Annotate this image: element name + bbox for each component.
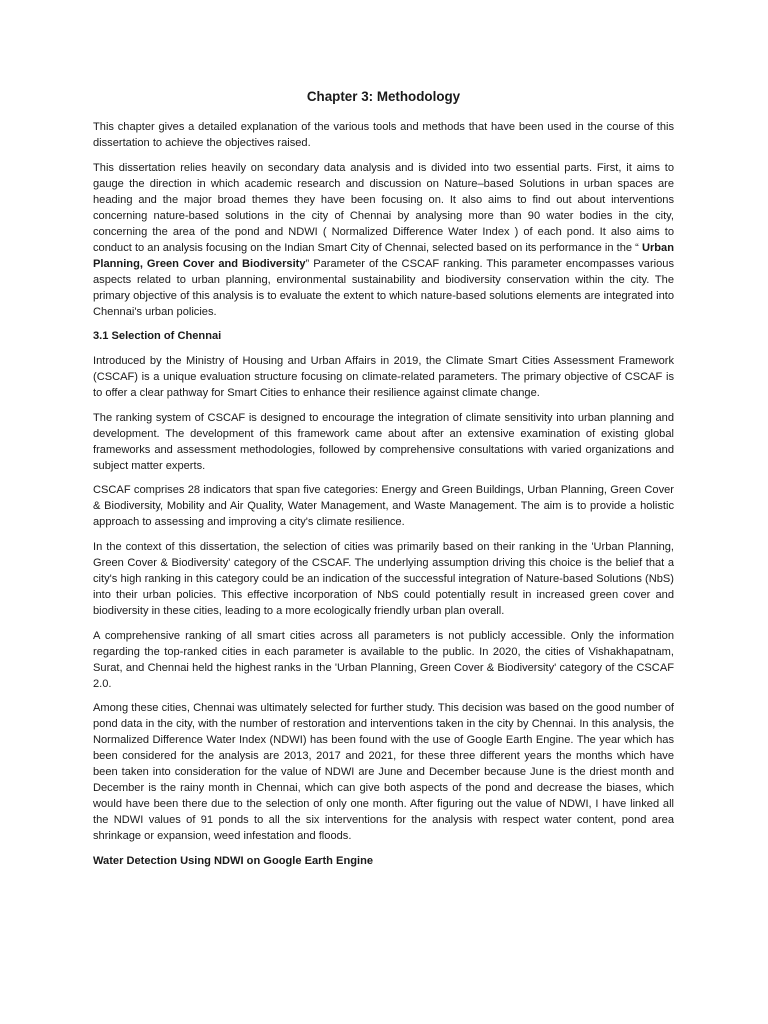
chennai-selection-paragraph: Among these cities, Chennai was ultimately selected for further study. This decision was based on the good number of pond data in the city, with the number of restoration and interventions taken in the city by Chennai. In this analysis, the Normalized Difference Water Index (NDWI) has been found with the use of Google Earth Engine. The year which has been considered for the analysis are 2013, 2017 and 2021, for these three different years the months which have been taken into consideration for the value of NDWI are June and December because June is the driest month and December is the rainy month in Chennai, which can give both aspects of the pond and decrease the biases, which would have been there due to the selection of only one month. After figuring out the value of NDWI, I have linked all the NDWI values of 91 ponds to all the six interventions for the analysis with respect water content, pond area shrinkage or expansion, weed infestation and floods.	[93, 702, 674, 843]
ranking-access-paragraph: A comprehensive ranking of all smart cities across all parameters is not publicly accessible. Only the information regarding the top-ranked cities in each parameter is available to the public. In 2020, the cities of Vishakhapatnam, Surat, and Chennai held the highest ranks in the 'Urban Planning, Green Cover & Biodiversity' category of the CSCAF 2.0.	[93, 629, 674, 690]
dissertation-overview-paragraph	[93, 160, 674, 320]
ndwi-subheading: Water Detection Using NDWI on Google Earth Engine	[93, 854, 374, 867]
section-heading: 3.1 Selection of Chennai	[93, 330, 222, 343]
chapter-title: Chapter 3: Methodology	[306, 89, 461, 104]
cscaf-ranking-paragraph: The ranking system of CSCAF is designed to encourage the integration of climate sensitivity into urban planning and development. The development of this framework came about after an extensive examination of existing global frameworks and assessment methodologies, followed by comprehensive consultations with varied organizations and subject matter experts.	[93, 411, 674, 472]
overview-text-before: This dissertation relies heavily on secondary data analysis and is divided into two essential parts. First, it aims to gauge the direction in which academic research and discussion on Nature–based Solutions in urban spaces are heading and the major broad themes they have been focusing on. It also aims to find out about interventions concerning nature-based solutions in the city of Chennai by analysing more than 90 water bodies in the city, concerning the area of the pond and NDWI ( Normalized Difference Water Index ) of each pond. It also aims to conduct to an analysis focusing on the Indian Smart City of Chennai, selected based on its performance in the “	[93, 161, 674, 254]
overview-bold-parameter: Urban Planning, Green Cover and Biodiversity	[93, 241, 674, 270]
intro-paragraph: This chapter gives a detailed explanation of the various tools and methods that have been used in the course of this dissertation to achieve the objectives raised.	[93, 121, 674, 149]
city-selection-paragraph: In the context of this dissertation, the selection of cities was primarily based on their ranking in the 'Urban Planning, Green Cover & Biodiversity' category of the CSCAF. The underlying assumption driving this choice is the belief that a city's high ranking in this category could be an indication of the successful integration of Nature-based Solutions (NbS) into their urban policies. This effective incorporation of NbS could potentially result in increased green cover and biodiversity in these cities, leading to a more ecologically friendly urban plan overall.	[93, 540, 674, 617]
cscaf-indicators-paragraph: CSCAF comprises 28 indicators that span five categories: Energy and Green Buildings, Urban Planning, Green Cover & Biodiversity, Mobility and Air Quality, Water Management, and Waste Management. The aim is to provide a holistic approach to assessing and improving a city's climate resilience.	[93, 484, 674, 529]
overview-text-after: ” Parameter of the CSCAF ranking. This parameter encompasses various aspects related to urban planning, environmental sustainability and biodiversity conservation within the city. The primary objective of this analysis is to evaluate the extent to which nature-based solutions elements are integrated into Chennai's urban policies.	[93, 257, 674, 318]
cscaf-intro-paragraph: Introduced by the Ministry of Housing and Urban Affairs in 2019, the Climate Smart Cities Assessment Framework (CSCAF) is a unique evaluation structure focusing on climate-related parameters. The primary objective of CSCAF is to offer a clear pathway for Smart Cities to enhance their resilience against climate change.	[93, 355, 674, 400]
